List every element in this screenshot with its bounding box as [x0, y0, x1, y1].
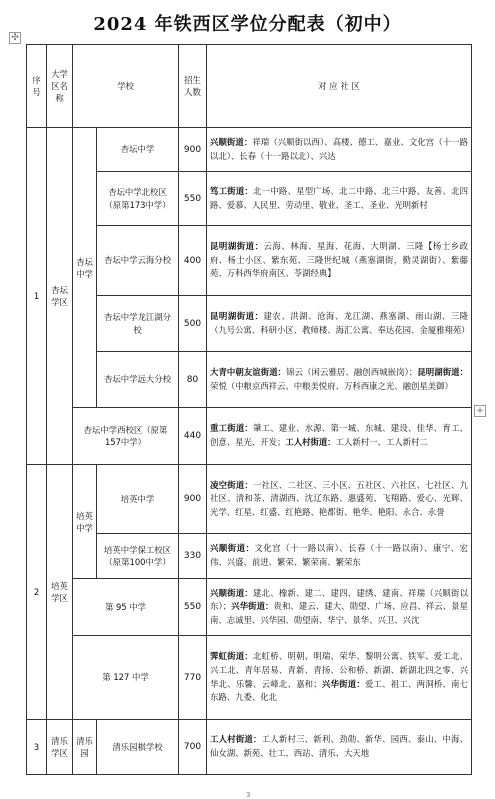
- subdistrict-label: 兴华街道：: [321, 678, 365, 689]
- community-cell: [207, 352, 472, 408]
- subdistrict-label: 笃工街道：: [210, 185, 254, 196]
- quota: 550: [179, 172, 207, 226]
- community-list: 爱工、祖工、两洞桥、南七东路、九委、化北: [210, 678, 469, 703]
- school-group: 杏坛中学: [73, 128, 97, 408]
- header-community: 对 应 社 区: [207, 45, 472, 128]
- subdistrict-label: 工人村街道：: [285, 437, 336, 447]
- quota: 900: [179, 465, 207, 534]
- community-list: 锦云（闲云雅居、融创西城嵌岗）；: [286, 366, 418, 377]
- community-list: 贵和、建云、建大、勋望、广场、应昌、祥云、景星南、志诚里、兴华园、勋望南、华宁、景华、兴卫、兴沈: [210, 601, 469, 625]
- community-cell: [207, 172, 472, 226]
- page-number: 3: [246, 791, 251, 799]
- quota: 900: [179, 128, 207, 172]
- subdistrict-label: 凌空街道：: [210, 479, 254, 490]
- school-name: 培英中学: [97, 465, 179, 534]
- community-list: 文化宫（十一路以南）、长春（十一路以南）、康宁、宏伟、兴盛、前进、繁荣、繁荣南、繁荣东: [210, 543, 469, 567]
- community-list: 荣悦（中粮京西祥云、中粮美悦府、万科西康之光、融创星美御）: [210, 380, 453, 391]
- subdistrict-label: 兴顺街道：: [210, 136, 253, 147]
- subdistrict-label: 兴顺街道：: [210, 587, 254, 598]
- community-cell: [207, 408, 472, 465]
- community-cell: [207, 128, 472, 172]
- subdistrict-label: 大青中朝友谊街道：: [210, 366, 287, 377]
- school-group: 清乐园: [73, 720, 97, 775]
- community-cell: [207, 465, 472, 534]
- quota: 700: [179, 720, 207, 775]
- community-cell: [207, 579, 472, 636]
- school-group: 培英中学: [73, 465, 97, 579]
- subdistrict-label: 工人村街道：: [210, 734, 262, 745]
- document-title: 2024 年铁西区学位分配表（初中）: [93, 14, 402, 35]
- quota: 770: [179, 636, 207, 720]
- add-row-icon[interactable]: +: [474, 405, 486, 417]
- school-name: 杏坛中学远大分校: [97, 352, 179, 408]
- district-name: 清乐学区: [47, 720, 73, 775]
- school-name: 清乐园棋学校: [97, 720, 179, 775]
- community-cell: [207, 720, 472, 775]
- quota: 500: [179, 296, 207, 352]
- header-quota: 招生人数: [179, 45, 207, 128]
- table-move-handle-icon[interactable]: ✣: [9, 32, 21, 44]
- community-list: 祥瑞（兴顺街以西）、高楼、德工、嘉业、文化宫（十一路以北）、长春（十一路以北）、兴达: [210, 136, 469, 161]
- allocation-table: [26, 44, 472, 775]
- subdistrict-label: 昆明湖街道：: [417, 366, 469, 377]
- table-row: [27, 720, 472, 775]
- subdistrict-label: 昆明湖街道：: [210, 310, 264, 321]
- subdistrict-label: 兴顺街道：: [210, 543, 255, 554]
- header-school: 学校: [73, 45, 179, 128]
- table-row: [27, 128, 472, 172]
- quota: 80: [179, 352, 207, 408]
- subdistrict-label: 重工街道：: [210, 423, 254, 434]
- community-cell: [207, 534, 472, 579]
- table-row: [27, 579, 472, 636]
- community-list: 一社区、二社区、三小区、五社区、六社区、七社区、九社区、清和茶、清湖西、沈辽东路、惠盛苑、飞翔路、爱心、光辉、光学、红星、红盛、红艳路、艳都街、艳华、艳阳、永合、永誉: [210, 479, 469, 517]
- school-name: 杏坛中学西校区（原第157中学）: [73, 408, 179, 465]
- row-no: 2: [27, 465, 47, 720]
- quota: 550: [179, 579, 207, 636]
- district-name: 培英学区: [47, 465, 73, 720]
- community-list: 云海、林海、星海、花海、大明湖、三隆【杨士乡政府、杨士小区、紫东苑、三隆世纪城（燕塞湖街，勤灵湖街）、紫藤苑、万科西华府南区、苓湖经典】: [210, 241, 469, 279]
- quota: 330: [179, 534, 207, 579]
- subdistrict-label: 昆明湖街道：: [210, 241, 264, 252]
- school-name: 第 127 中学: [73, 636, 179, 720]
- quota: 400: [179, 226, 207, 296]
- district-name: 杏坛学区: [47, 128, 73, 465]
- school-name: 第 95 中学: [73, 579, 179, 636]
- school-name: 杏坛中学云海分校: [97, 226, 179, 296]
- community-list: 肇工、建业、水源、第一城、东城、建设、佳华、育工、创意、星光、开发；: [210, 423, 469, 447]
- community-list: 工人新村一、工人新村二: [335, 437, 428, 447]
- table-row: [27, 408, 472, 465]
- school-name: 杏坛中学: [97, 128, 179, 172]
- subdistrict-label: 兴华街道：: [231, 601, 274, 612]
- table-row: [27, 636, 472, 720]
- community-list: 北一中路、星型广场、北二中路、北三中路、友善、北四路、爱慕、人民里、劳动里、敬业、圣工、圣业、光明新村: [210, 185, 469, 210]
- school-name: 培英中学保工校区（原第100中学）: [97, 534, 179, 579]
- header-row: [27, 45, 472, 128]
- table-row: [27, 465, 472, 534]
- community-list: 工人新村三、新利、劲勋、新华、园西、泰山、中海、仙女湖、新苑、壮工、西站、清乐、大天地: [210, 734, 469, 758]
- community-list: 建北、橡新、建二、建四、建绣、建南、祥瑞（兴顺街以东）；: [210, 587, 469, 612]
- header-no: 序号: [27, 45, 47, 128]
- school-name: 杏坛中学龙江湖分校: [97, 296, 179, 352]
- quota: 440: [179, 408, 207, 465]
- subdistrict-label: 霁虹街道：: [210, 651, 254, 662]
- community-list: 北虹桥、明朝、明瑞、荣华、黎明公寓、铁军、爱工北、兴工北、青年居易、青新、青扬、公和桥、新湖、新湖北四之零、兴华北、乐馨、云峰北、嘉和；: [210, 651, 469, 689]
- header-district: 大学区名称: [47, 45, 73, 128]
- row-no: 1: [27, 128, 47, 465]
- community-cell: [207, 296, 472, 352]
- row-no: 3: [27, 720, 47, 775]
- school-name: 杏坛中学北校区（原第173中学）: [97, 172, 179, 226]
- community-cell: [207, 226, 472, 296]
- community-cell: [207, 636, 472, 720]
- community-list: 建农、洪湖、沧海、龙江湖、燕塞湖、雨山湖、三隆（九号公寓、科研小区、教师楼、海汇公寓、奉达花园、金厦雅翔苑）: [210, 310, 470, 335]
